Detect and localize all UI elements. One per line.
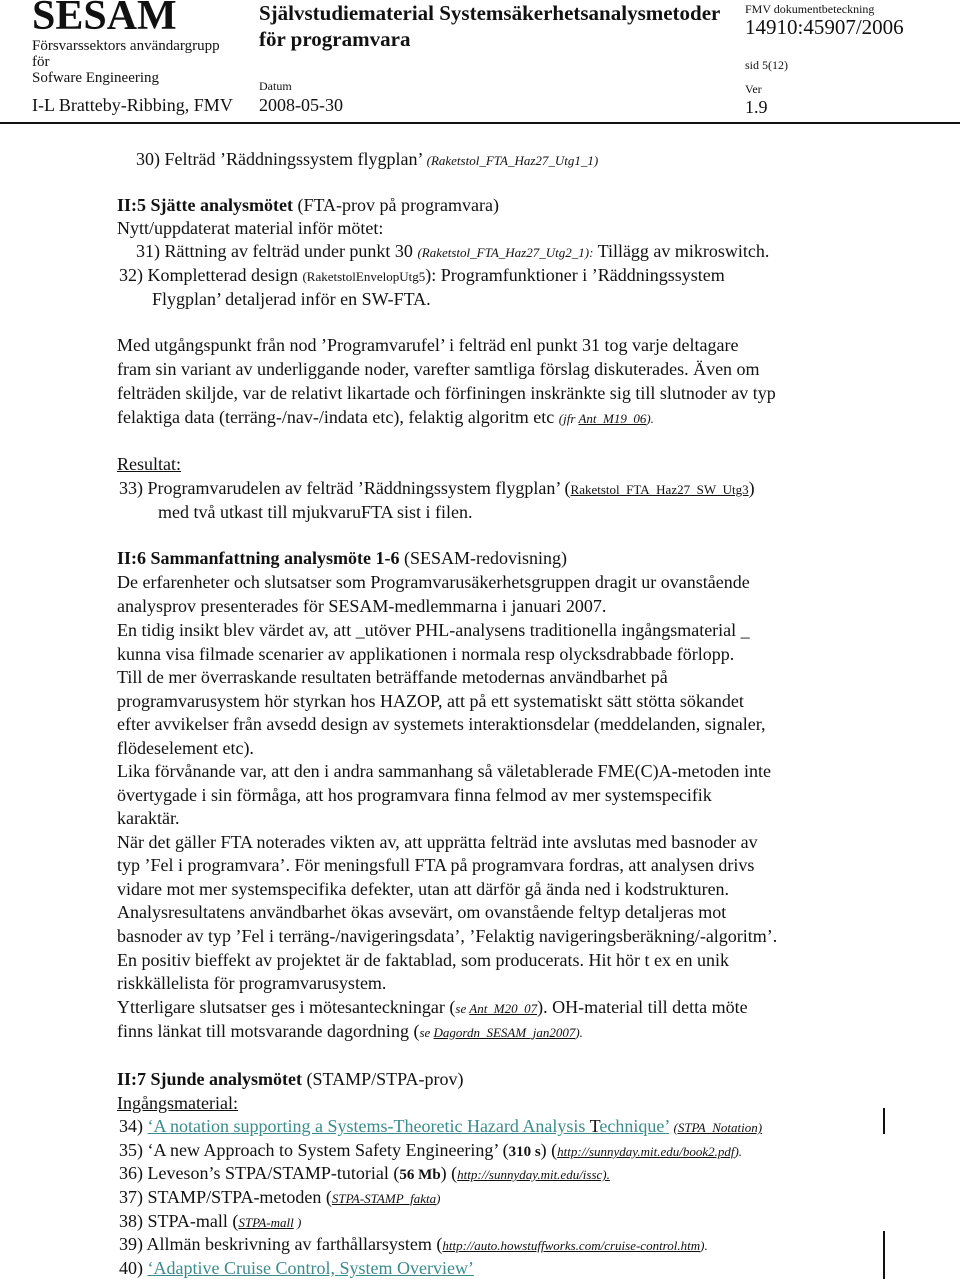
stpa-stamp-fakta-link[interactable]: STPA-STAMP_fakta	[331, 1191, 437, 1206]
body-line: riskkällelista för programvarusystem.	[117, 973, 387, 993]
para-line: felaktiga data (terräng-/nav-/indata etc), felaktig algoritm etc (jfr Ant_M19_06).	[117, 407, 654, 427]
org-line-3: Sofware Engineering	[32, 70, 160, 86]
body-line: En tidig insikt blev värdet av, att _utöver PHL-analysens traditionella ingångsmaterial _	[117, 620, 750, 640]
doc-number: 14910:45907/2006	[745, 15, 904, 39]
body-line: kunna visa filmade scenarier av applikationen i normala resp olycksdrabbade förlopp.	[117, 644, 735, 664]
section-5-heading: II:5 Sjätte analysmötet (FTA-prov på programvara)	[117, 195, 499, 215]
item-33-ref[interactable]: Raketstol_FTA_Haz27_SW_Utg3	[570, 482, 749, 497]
body-line: vidare mot mer systemspecifika defekter, utan att därför gå ända ned i kodstrukturen.	[117, 879, 730, 899]
doc-title-line-2: för programvara	[259, 27, 411, 51]
change-bar	[883, 1108, 885, 1134]
author: I-L Bratteby-Ribbing, FMV	[32, 95, 233, 115]
page-number: sid 5(12)	[745, 58, 788, 72]
org-line-2: för	[32, 54, 50, 70]
date-label: Datum	[259, 79, 292, 93]
book2-url-link[interactable]: http://sunnyday.mit.edu/book2.pdf	[557, 1144, 735, 1159]
ant-m20-link[interactable]: Ant_M20_07	[469, 1001, 538, 1016]
item-31-ref[interactable]: (Raketstol_FTA_Haz27_Utg2_1):	[417, 245, 594, 260]
item-32-cont: Flygplan’ detaljerad inför en SW-FTA.	[152, 289, 431, 309]
item-39: 39) Allmän beskrivning av farthållarsystem (http://auto.howstuffworks.com/cruise-control.htm).	[119, 1234, 708, 1254]
item-34: 34) ‘A notation supporting a Systems-Theoretic Hazard Analysis Technique’ (STPA_Notation)	[119, 1116, 763, 1136]
version-label: Ver	[745, 82, 762, 96]
body-line: övertygade i sin förmåga, att hos programvara finna felmod av mer systemspecifik	[117, 785, 712, 805]
section-6-heading: II:6 Sammanfattning analysmöte 1-6 (SESAM-redovisning)	[117, 548, 568, 568]
body-line: basnoder av typ ’Fel i terräng-/navigeringsdata’, ’Felaktig navigeringsberäkning/-algoritm’.	[117, 926, 778, 946]
stpa-notation-link[interactable]: ‘A notation supporting a Systems-Theoretic Hazard Analysis Technique’	[147, 1116, 669, 1136]
body-line: Analysresultatens användbarhet ökas avsevärt, om ovanstående feltyp detaljeras mot	[117, 902, 727, 922]
body-line: efter avvikelser från avsedd design av systemets interaktionsdelar (meddelanden, signaler,	[117, 714, 766, 734]
item-36: 36) Leveson’s STPA/STAMP-tutorial (56 Mb) (http://sunnyday.mit.edu/issc).	[119, 1163, 610, 1183]
body-line: analysprov presenterades för SESAM-medlemmarna i januari 2007.	[117, 596, 607, 616]
item-38: 38) STPA-mall (STPA-mall )	[119, 1211, 302, 1231]
item-32: 32) Kompletterad design (RaketstolEnvelopUtg5): Programfunktioner i ’Räddningssystem	[119, 265, 725, 285]
docnr-label: FMV dokumentbeteckning	[745, 2, 875, 16]
item-35: 35) ‘A new Approach to System Safety Engineering’ (310 s) (http://sunnyday.mit.edu/book2.pdf).	[119, 1140, 743, 1160]
body-line: karaktär.	[117, 808, 180, 828]
body-line: finns länkat till motsvarande dagordning (se Dagordn_SESAM_jan2007).	[117, 1021, 583, 1041]
para-line: fram sin variant av underliggande noder, varefter samtliga förslag diskuterades. Även om	[117, 359, 760, 379]
body-line: Lika förvånande var, att den i andra sammanhang så väletablerade FME(C)A-metoden inte	[117, 761, 772, 781]
cruise-control-url-link[interactable]: http://auto.howstuffworks.com/cruise-control.htm	[442, 1238, 701, 1253]
body-line: När det gäller FTA noterades vikten av, att upprätta felträd inte avslutas med basnoder av	[117, 832, 758, 852]
body-line: programvarusystem hör styrkan hos HAZOP, att på ett systematiskt sätt stötta sökandet	[117, 691, 744, 711]
para-line: Med utgångspunkt från nod ’Programvarufel’ i felträd enl punkt 31 tog varje deltagare	[117, 335, 739, 355]
section-7-heading: II:7 Sjunde analysmötet (STAMP/STPA-prov)	[117, 1069, 464, 1089]
header-divider	[0, 122, 960, 124]
body-line: En positiv bieffekt av projektet är de faktablad, som producerats. Hit hör t ex en unik	[117, 950, 729, 970]
org-line-1: Försvarssektors användargrupp	[32, 38, 220, 54]
issc-url-link[interactable]: http://sunnyday.mit.edu/issc).	[457, 1167, 610, 1182]
doc-date: 2008-05-30	[259, 95, 343, 115]
body-line: De erfarenheter och slutsatser som Programvarusäkerhetsgruppen dragit ur ovanstående	[117, 572, 750, 592]
version: 1.9	[745, 97, 768, 117]
section-7-subheading: Ingångsmaterial:	[117, 1093, 238, 1113]
para-line: felträden skiljde, var de relativt likartade och förfiningen inskränkte sig till slutnoder av typ	[117, 383, 776, 403]
item-30-ref: (Raketstol_FTA_Haz27_Utg1_1)	[426, 153, 599, 168]
item-32-ref[interactable]: (RaketstolEnvelopUtg5	[302, 269, 426, 284]
body-line: Ytterligare slutsatser ges i mötesanteckningar (se Ant_M20_07). OH-material till detta möte	[117, 997, 748, 1017]
item-33-cont: med två utkast till mjukvaruFTA sist i filen.	[158, 502, 473, 522]
result-label: Resultat:	[117, 454, 181, 474]
dagordning-link[interactable]: Dagordn_SESAM_jan2007	[433, 1025, 576, 1040]
brand-logo: SESAM	[32, 0, 177, 39]
acc-overview-link[interactable]: ‘Adaptive Cruise Control, System Overview’	[147, 1258, 474, 1278]
body-line: flödeselement etc).	[117, 738, 254, 758]
ant-m19-link[interactable]: Ant_M19_06	[578, 411, 647, 426]
stpa-notation-ref[interactable]: (STPA_Notation)	[673, 1120, 763, 1135]
body-line: Till de mer överraskande resultaten beträffande metodernas användbarhet på	[117, 667, 668, 687]
item-31: 31) Rättning av felträd under punkt 30 (Raketstol_FTA_Haz27_Utg2_1): Tillägg av mikroswitch.	[136, 241, 770, 261]
section-5-subheading: Nytt/uppdaterat material inför mötet:	[117, 218, 384, 238]
item-37: 37) STAMP/STPA-metoden (STPA-STAMP_fakta)	[119, 1187, 441, 1207]
change-bar	[883, 1231, 885, 1279]
body-line: typ ’Fel i programvara’. För meningsfull FTA på programvara fordras, att analysen drivs	[117, 855, 755, 875]
item-33: 33) Programvarudelen av felträd ’Räddningssystem flygplan’ (Raketstol_FTA_Haz27_SW_Utg3)	[119, 478, 755, 498]
doc-title-line-1: Självstudiematerial Systemsäkerhetsanalysmetoder	[259, 1, 721, 25]
item-30: 30) Felträd ’Räddningssystem flygplan’ (Raketstol_FTA_Haz27_Utg1_1)	[136, 149, 599, 169]
item-40: 40) ‘Adaptive Cruise Control, System Overview’	[119, 1258, 474, 1278]
stpa-mall-link[interactable]: STPA-mall	[238, 1215, 294, 1230]
